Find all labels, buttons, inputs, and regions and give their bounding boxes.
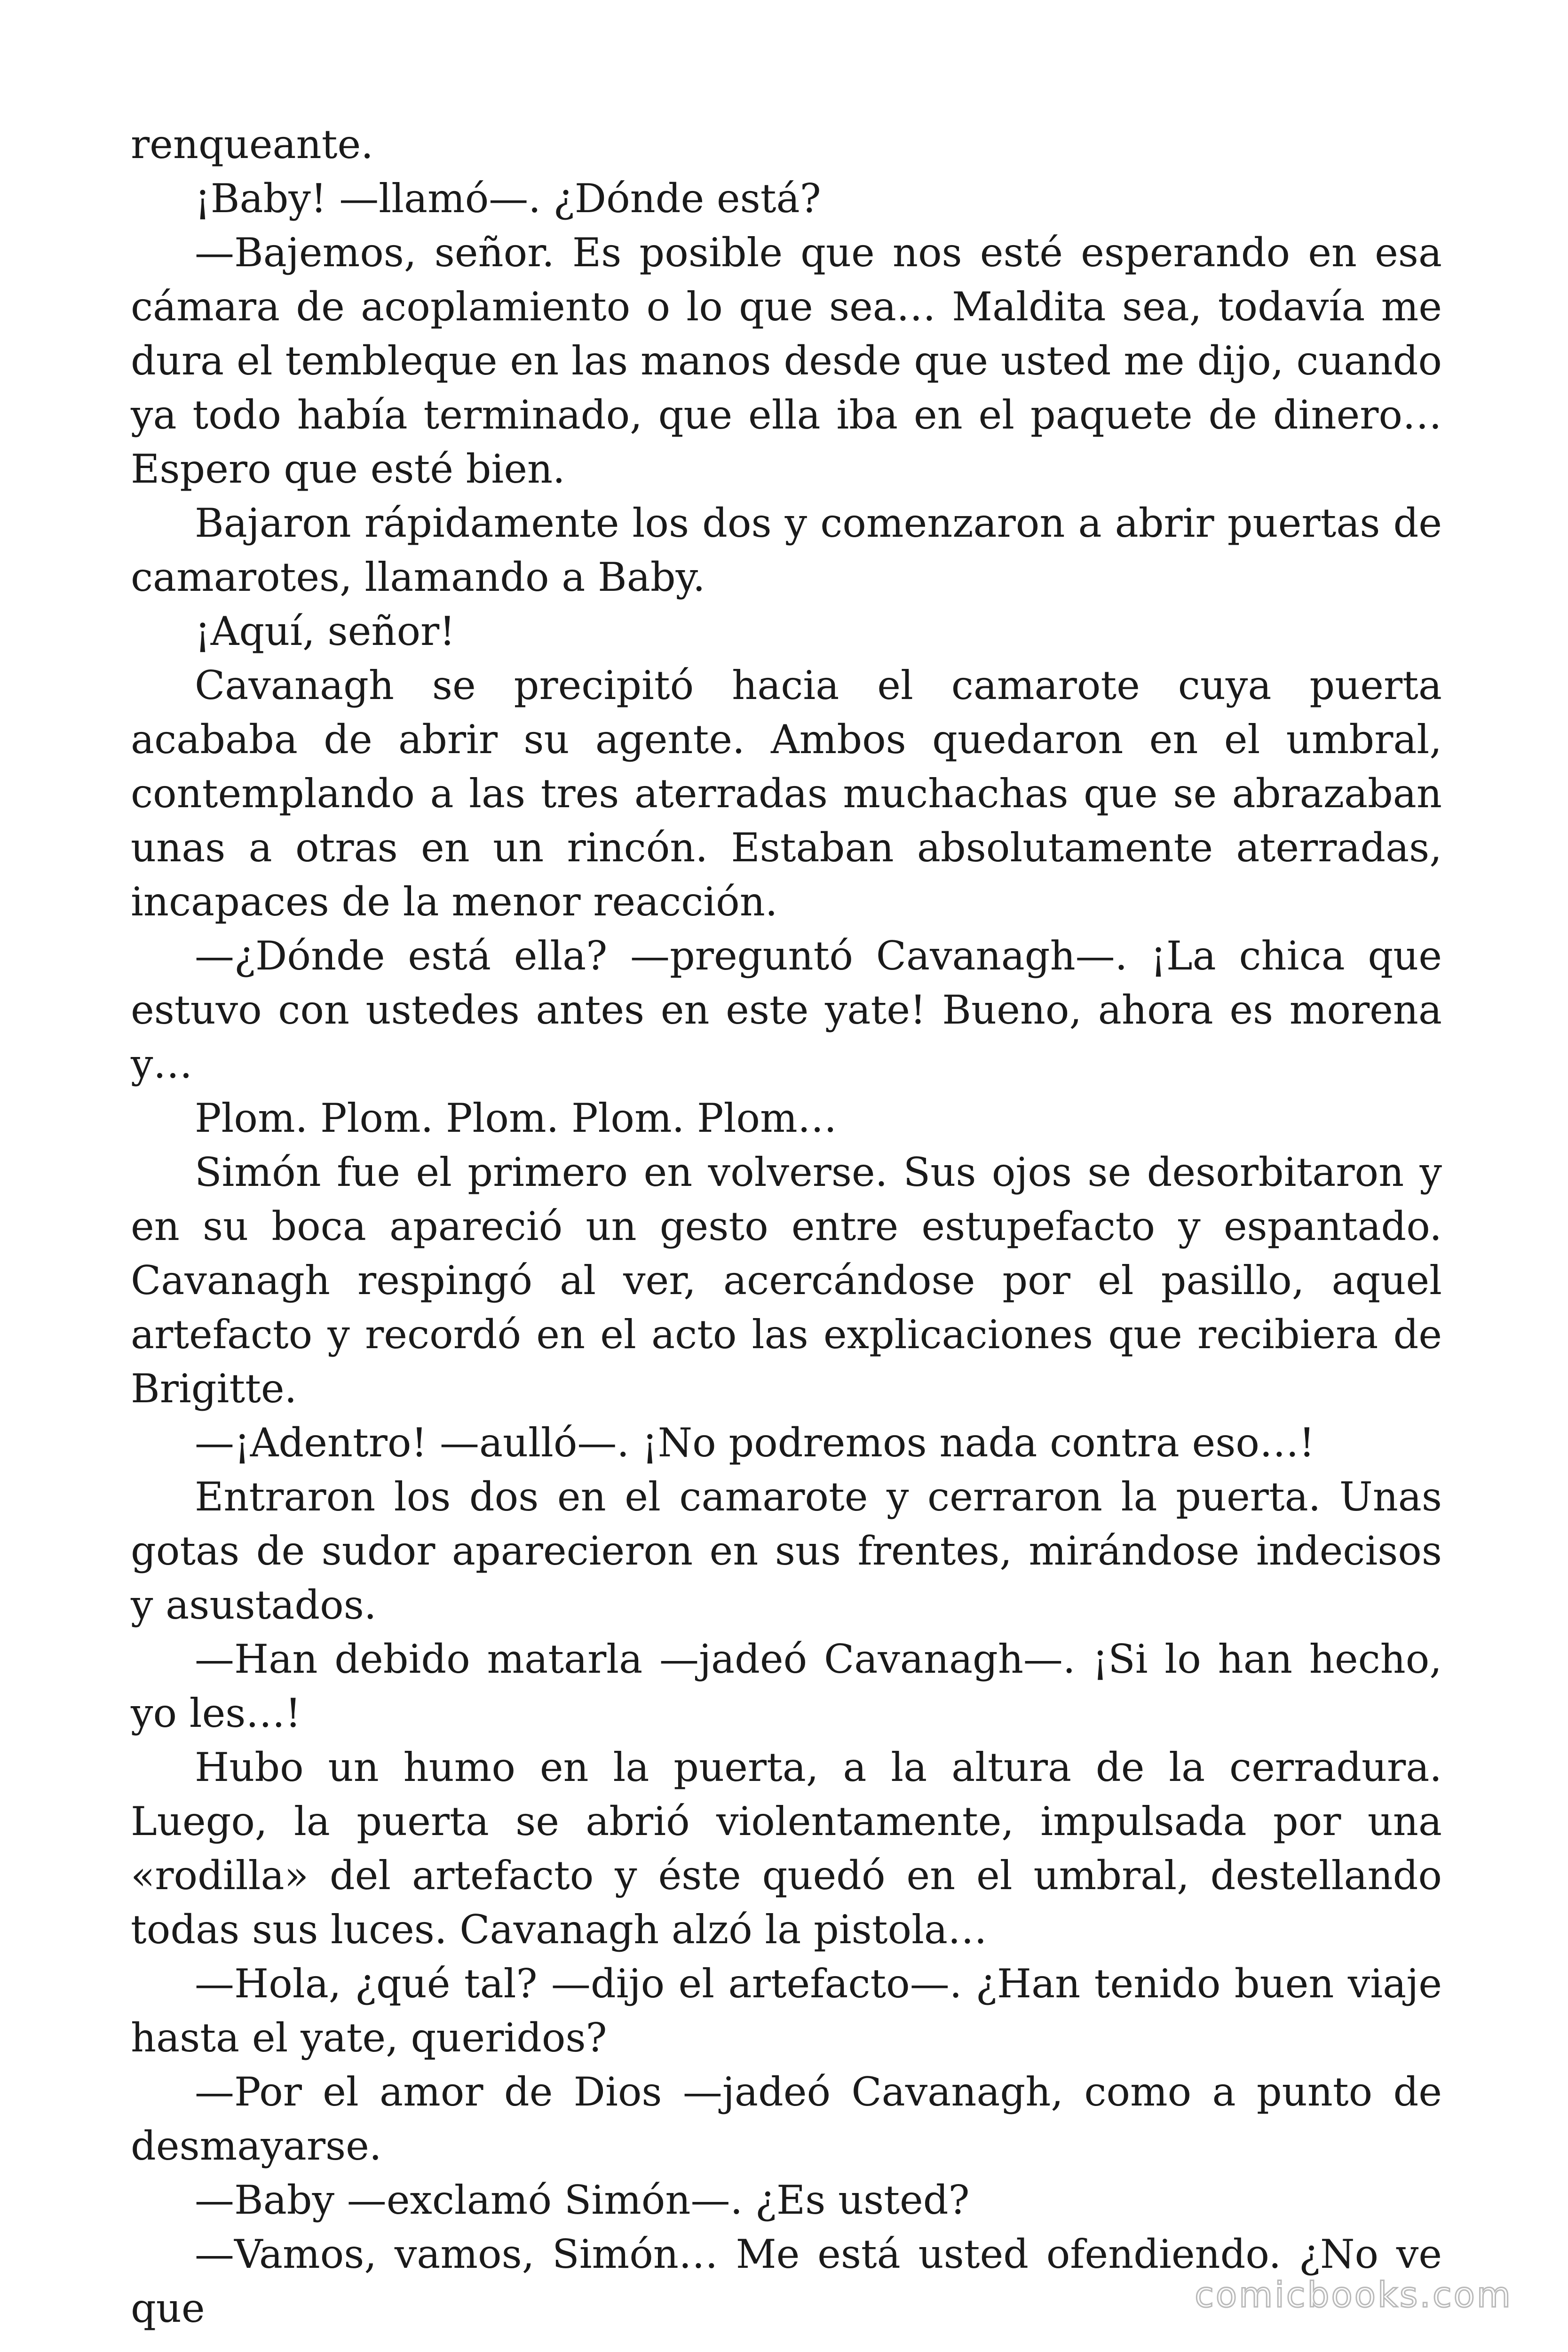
- paragraph: —Hola, ¿qué tal? —dijo el artefacto—. ¿Han tenido buen viaje hasta el yate, queridos?: [131, 1961, 1442, 2061]
- paragraph: Hubo un humo en la puerta, a la altura de la cerradura. Luego, la puerta se abrió violentamente, impulsada por una «rodilla» del artefacto y éste quedó en el umbral, destellando todas sus luces. Cavanagh alzó la pistola…: [131, 1744, 1442, 1953]
- paragraph: —Bajemos, señor. Es posible que nos esté esperando en esa cámara de acoplamiento o lo que sea… Maldita sea, todavía me dura el tembleque en las manos desde que usted me dijo, cuando ya todo había terminado, que ella iba en el paquete de dinero… Espero que esté bien.: [131, 230, 1442, 492]
- paragraph-continuation: renqueante.: [131, 121, 373, 167]
- paragraph: —Han debido matarla —jadeó Cavanagh—. ¡Si lo han hecho, yo les…!: [131, 1636, 1442, 1736]
- paragraph: ¡Baby! —llamó—. ¿Dónde está?: [195, 175, 821, 222]
- paragraph: —Vamos, vamos, Simón… Me está usted ofendiendo. ¿No ve que: [131, 2231, 1442, 2331]
- paragraph: —¡Adentro! —aulló—. ¡No podremos nada contra eso…!: [195, 1420, 1315, 1466]
- paragraph: —Baby —exclamó Simón—. ¿Es usted?: [195, 2177, 970, 2223]
- body-text: [131, 118, 1442, 2336]
- paragraph: ¡Aquí, señor!: [195, 608, 455, 654]
- paragraph: —Por el amor de Dios —jadeó Cavanagh, como a punto de desmayarse.: [131, 2069, 1442, 2169]
- paragraph: Entraron los dos en el camarote y cerraron la puerta. Unas gotas de sudor aparecieron en sus frentes, mirándose indecisos y asustados.: [131, 1474, 1442, 1628]
- watermark: comicbooks.com: [1195, 2275, 1513, 2315]
- paragraph: Bajaron rápidamente los dos y comenzaron a abrir puertas de camarotes, llamando a Baby.: [131, 500, 1442, 600]
- paragraph: Cavanagh se precipitó hacia el camarote cuya puerta acababa de abrir su agente. Ambos quedaron en el umbral, contemplando a las tres aterradas muchachas que se abrazaban unas a otras en un rincón. Estaban absolutamente aterradas, incapaces de la menor reacción.: [131, 662, 1442, 925]
- paragraph: —¿Dónde está ella? —preguntó Cavanagh—. ¡La chica que estuvo con ustedes antes en este yate! Bueno, ahora es morena y…: [131, 933, 1442, 1087]
- paragraph: Simón fue el primero en volverse. Sus ojos se desorbitaron y en su boca apareció un gesto entre estupefacto y espantado. Cavanagh respingó al ver, acercándose por el pasillo, aquel artefacto y recordó en el acto las explicaciones que recibiera de Brigitte.: [131, 1149, 1442, 1412]
- paragraph: Plom. Plom. Plom. Plom. Plom…: [195, 1095, 837, 1141]
